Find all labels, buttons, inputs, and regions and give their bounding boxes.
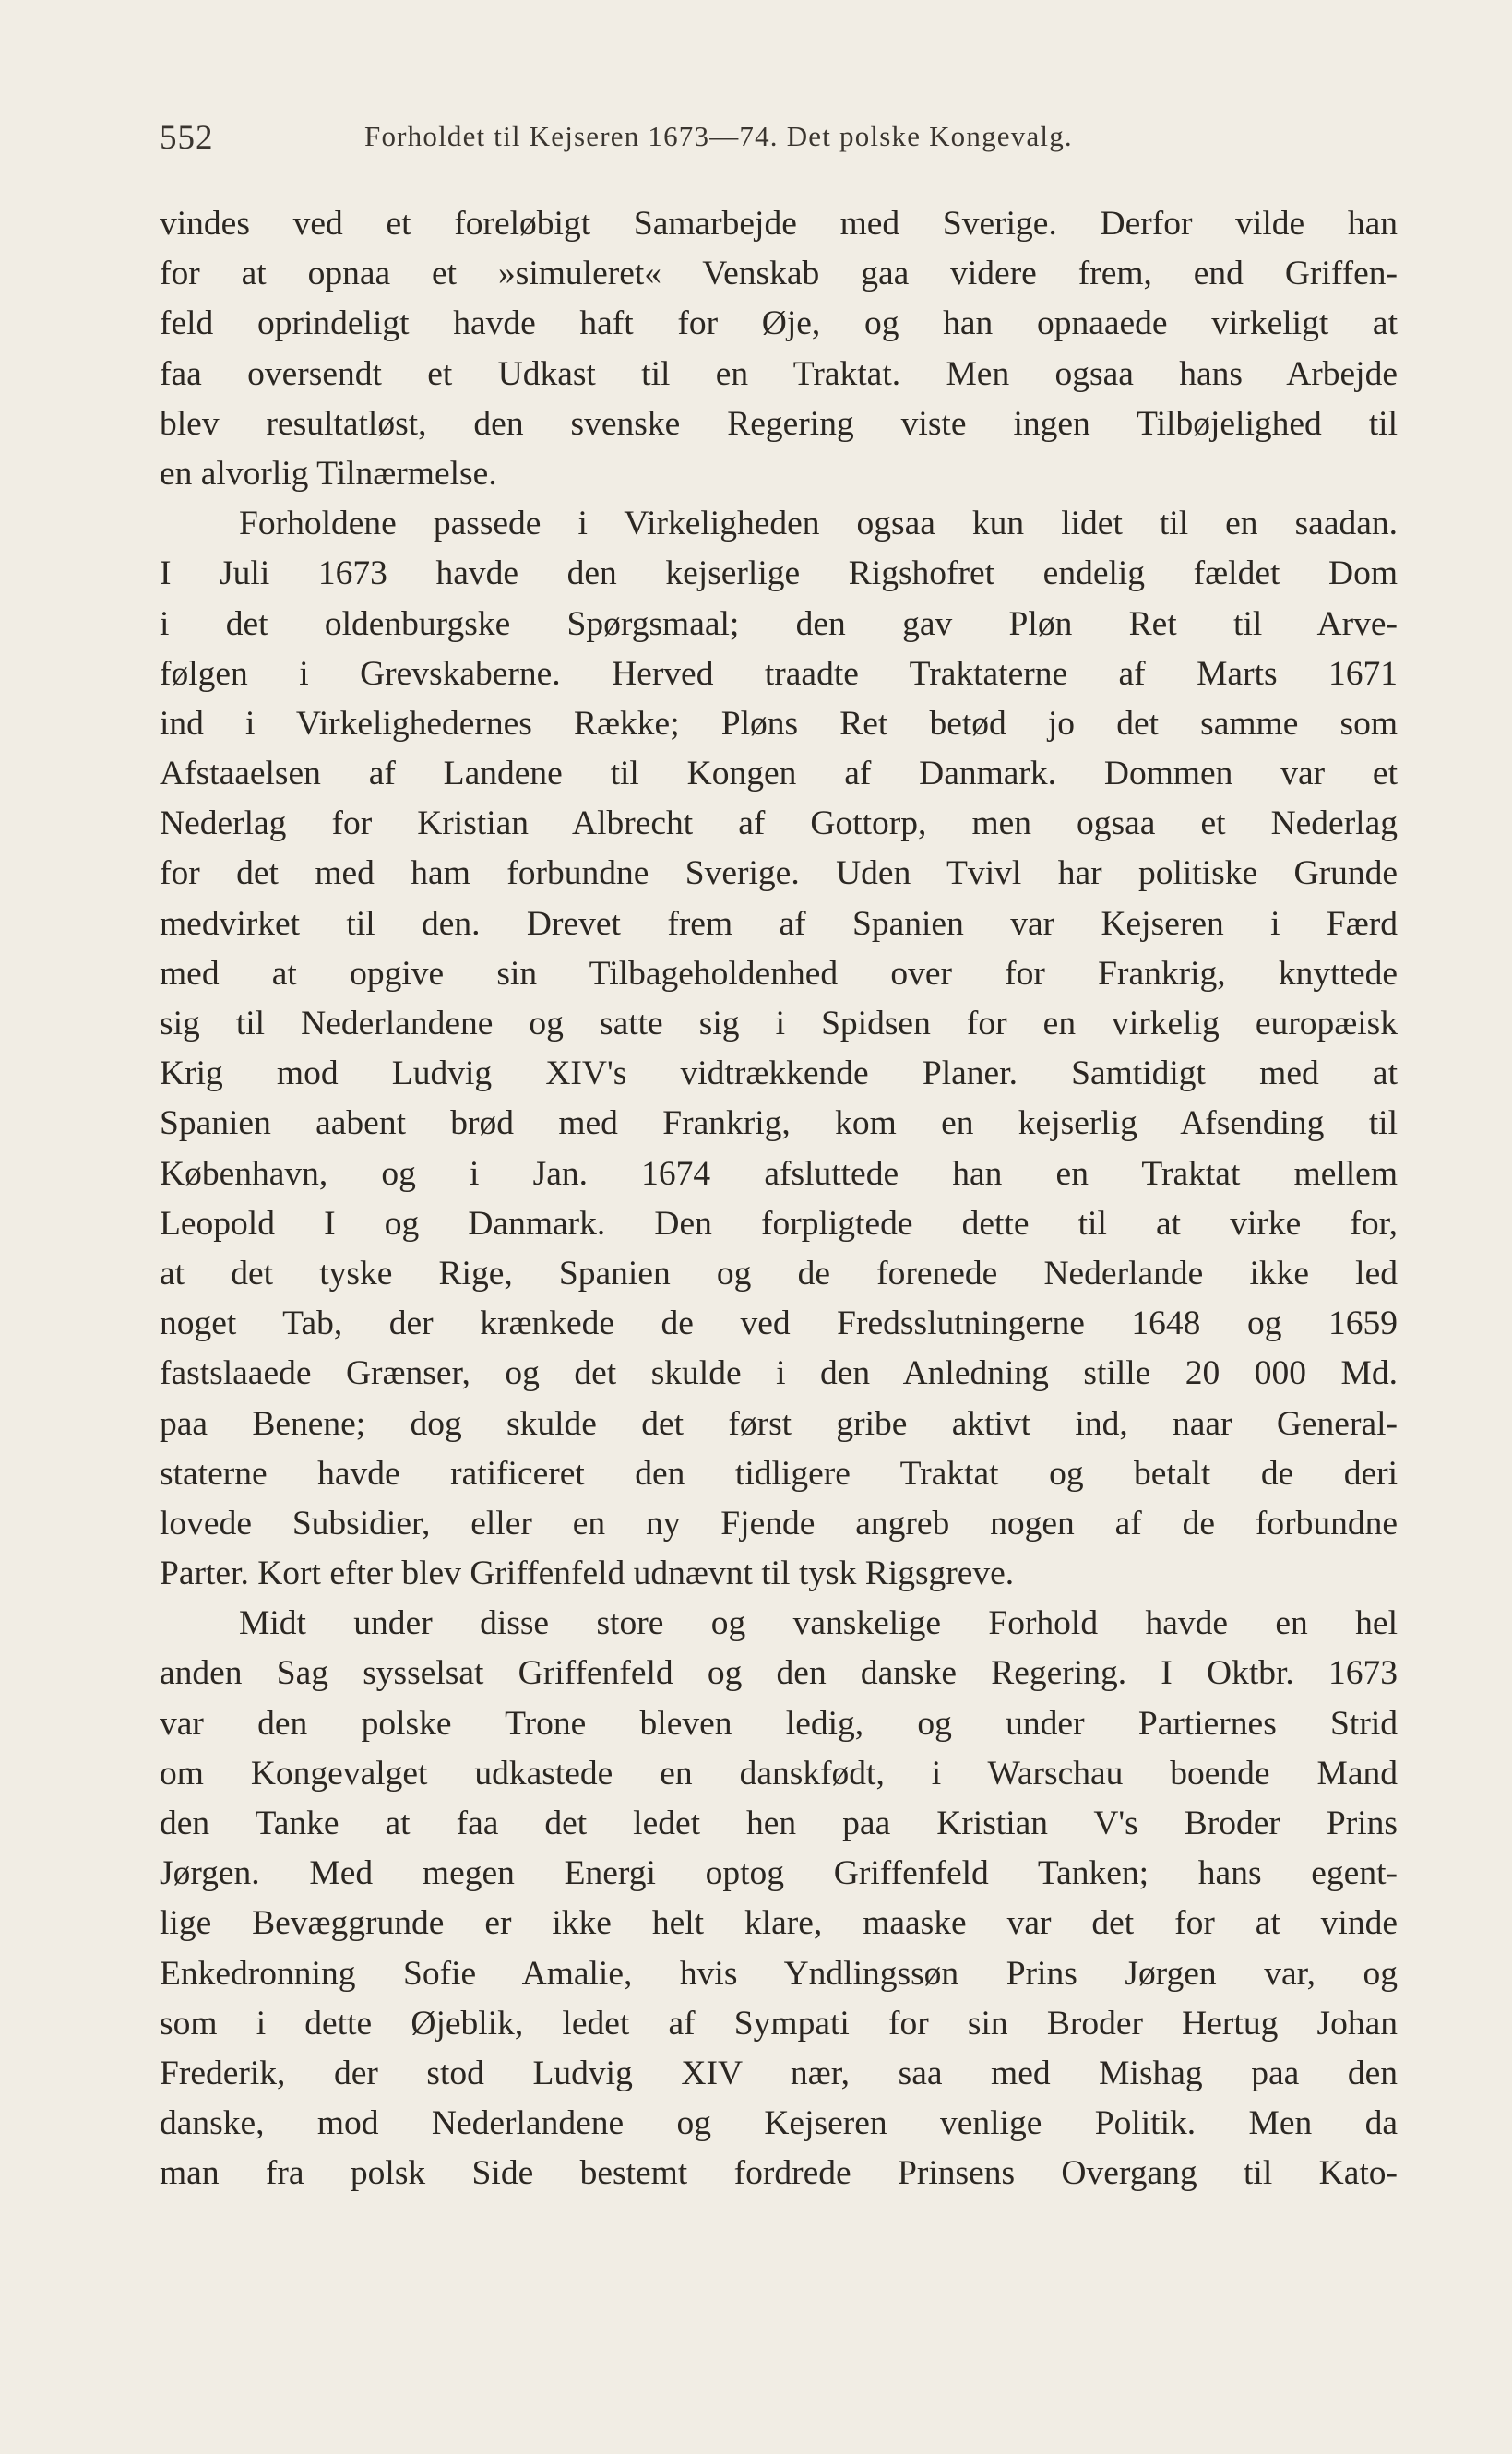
text-line: Afstaaelsen af Landene til Kongen af Danmark. Dommen var et xyxy=(160,755,1398,793)
text-line: anden Sag sysselsat Griffenfeld og den danske Regering. I Oktbr. 1673 xyxy=(160,1654,1398,1693)
text-line: Krig mod Ludvig XIV's vidtrækkende Planer. Samtidigt med at xyxy=(160,1054,1398,1093)
text-line: Spanien aabent brød med Frankrig, kom en kejserlig Afsending til xyxy=(160,1104,1398,1143)
text-line: staterne havde ratificeret den tidligere Traktat og betalt de deri xyxy=(160,1454,1398,1493)
text-line: var den polske Trone bleven ledig, og under Partiernes Strid xyxy=(160,1704,1398,1743)
page-number: 552 xyxy=(160,119,214,157)
text-line: som i dette Øjeblik, ledet af Sympati for sin Broder Hertug Johan xyxy=(160,2004,1398,2043)
text-line: lovede Subsidier, eller en ny Fjende angreb nogen af de forbundne xyxy=(160,1504,1398,1543)
text-line: for det med ham forbundne Sverige. Uden Tvivl har politiske Grunde xyxy=(160,854,1398,893)
text-line: Enkedronning Sofie Amalie, hvis Yndlingssøn Prins Jørgen var, og xyxy=(160,1954,1398,1993)
text-line: København, og i Jan. 1674 afsluttede han en Traktat mellem xyxy=(160,1154,1398,1193)
page-header xyxy=(160,109,1398,164)
text-line: sig til Nederlandene og satte sig i Spidsen for en virkelig europæisk xyxy=(160,1005,1398,1042)
text-line: Forholdene passede i Virkeligheden ogsaa kun lidet til en saadan. xyxy=(239,505,1398,543)
text-line: i det oldenburgske Spørgsmaal; den gav Pløn Ret til Arve- xyxy=(160,604,1398,643)
text-line: følgen i Grevskaberne. Herved traadte Traktaterne af Marts 1671 xyxy=(160,654,1398,693)
text-line: vindes ved et foreløbigt Samarbejde med Sverige. Derfor vilde han xyxy=(160,205,1398,243)
text-line: I Juli 1673 havde den kejserlige Rigshofret endelig fældet Dom xyxy=(160,554,1398,593)
text-line: man fra polsk Side bestemt fordrede Prinsens Overgang til Kato- xyxy=(160,2154,1398,2193)
text-line: Nederlag for Kristian Albrecht af Gottorp, men ogsaa et Nederlag xyxy=(160,804,1398,843)
running-title: Forholdet til Kejseren 1673—74. Det polske Kongevalg. xyxy=(364,120,1073,152)
text-line: Frederik, der stod Ludvig XIV nær, saa med Mishag paa den xyxy=(160,2054,1398,2092)
text-line: fastslaaede Grænser, og det skulde i den Anledning stille 20 000 Md. xyxy=(160,1354,1398,1393)
text-line: Midt under disse store og vanskelige Forhold havde en hel xyxy=(239,1604,1398,1643)
text-line: noget Tab, der krænkede de ved Fredsslutningerne 1648 og 1659 xyxy=(160,1304,1398,1343)
text-line: en alvorlig Tilnærmelse. xyxy=(160,454,497,493)
text-line: Jørgen. Med megen Energi optog Griffenfeld Tanken; hans egent- xyxy=(160,1854,1398,1893)
text-line: feld oprindeligt havde haft for Øje, og han opnaaede virkeligt at xyxy=(160,304,1398,343)
text-line: ind i Virkelighedernes Række; Pløns Ret betød jo det samme som xyxy=(160,704,1398,743)
text-line: faa oversendt et Udkast til en Traktat. Men ogsaa hans Arbejde xyxy=(160,354,1398,393)
text-line: paa Benene; dog skulde det først gribe aktivt ind, naar General- xyxy=(160,1404,1398,1443)
text-line: Parter. Kort efter blev Griffenfeld udnævnt til tysk Rigsgreve. xyxy=(160,1555,1015,1593)
text-line: med at opgive sin Tilbageholdenhed over for Frankrig, knyttede xyxy=(160,954,1398,993)
text-line: blev resultatløst, den svenske Regering viste ingen Tilbøjelighed til xyxy=(160,404,1398,443)
text-line: for at opnaa et »simuleret« Venskab gaa videre frem, end Griffen- xyxy=(160,255,1398,293)
text-line: den Tanke at faa det ledet hen paa Kristian V's Broder Prins xyxy=(160,1805,1398,1842)
text-line: om Kongevalget udkastede en danskfødt, i Warschau boende Mand xyxy=(160,1754,1398,1793)
text-line: Leopold I og Danmark. Den forpligtede dette til at virke for, xyxy=(160,1204,1398,1243)
text-line: lige Bevæggrunde er ikke helt klare, maaske var det for at vinde xyxy=(160,1904,1398,1943)
text-line: danske, mod Nederlandene og Kejseren venlige Politik. Men da xyxy=(160,2104,1398,2143)
body-text xyxy=(160,199,1398,2199)
text-line: at det tyske Rige, Spanien og de forenede Nederlande ikke led xyxy=(160,1254,1398,1293)
text-line: medvirket til den. Drevet frem af Spanien var Kejseren i Færd xyxy=(160,904,1398,943)
